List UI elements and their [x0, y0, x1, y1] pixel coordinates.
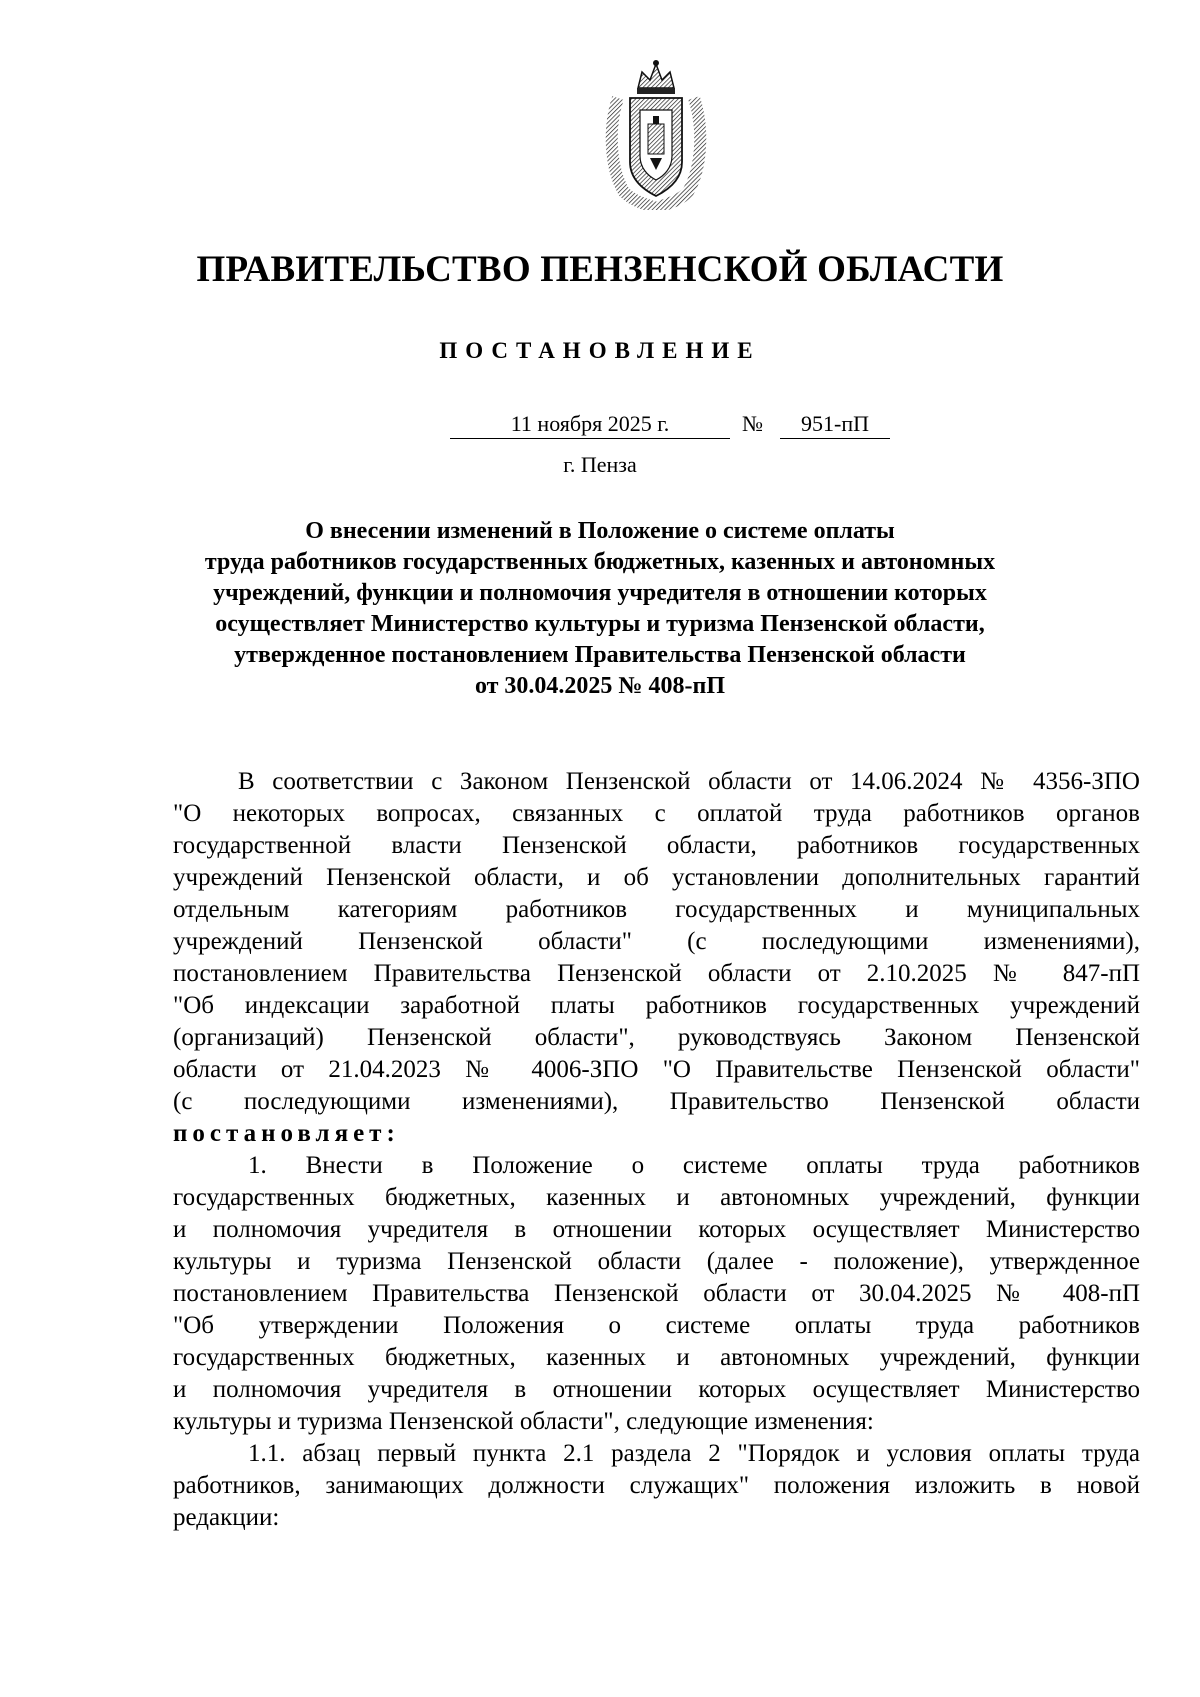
subject-line: осуществляет Министерство культуры и туризма Пензенской области,: [215, 611, 985, 637]
item1-line: культуры и туризма Пензенской области (далее - положение), утвержденное: [173, 1248, 1140, 1275]
item1-1-line: работников, занимающих должности служащих" положения изложить в новой: [173, 1472, 1140, 1499]
item1-line: государственных бюджетных, казенных и автономных учреждений, функции: [173, 1344, 1140, 1371]
preamble-line: учреждений Пензенской области" (с последующими изменениями),: [173, 928, 1140, 955]
subject-line: О внесении изменений в Положение о системе оплаты: [305, 518, 895, 544]
preamble-line: "О некоторых вопросах, связанных с оплатой труда работников органов: [173, 800, 1140, 827]
subject-line: утвержденное постановлением Правительства Пензенской области: [234, 642, 966, 668]
document-body: [173, 766, 1140, 1534]
document-date: 11 ноября 2025 г.: [450, 410, 730, 439]
preamble-line: "Об индексации заработной платы работников государственных учреждений: [173, 992, 1140, 1019]
government-title: ПРАВИТЕЛЬСТВО ПЕНЗЕНСКОЙ ОБЛАСТИ: [196, 249, 1004, 290]
item1-1-line: редакции:: [173, 1504, 280, 1531]
preamble-line: (с последующими изменениями), Правительство Пензенской области: [173, 1088, 1140, 1115]
subject-line: учреждений, функции и полномочия учредителя в отношении которых: [213, 580, 987, 606]
item1-line: постановлением Правительства Пензенской области от 30.04.2025 № 408-пП: [173, 1280, 1140, 1307]
item1-line: "Об утверждении Положения о системе оплаты труда работников: [173, 1312, 1140, 1339]
preamble-line: постановлением Правительства Пензенской области от 2.10.2025 № 847-пП: [173, 960, 1140, 987]
item1-line: культуры и туризма Пензенской области", следующие изменения:: [173, 1408, 874, 1435]
document-city: г. Пенза: [563, 452, 637, 477]
document-type: ПОСТАНОВЛЕНИЕ: [439, 338, 761, 363]
item1-line: 1. Внести в Положение о системе оплаты труда работников: [248, 1152, 1140, 1179]
item1-line: и полномочия учредителя в отношении которых осуществляет Министерство: [173, 1376, 1140, 1403]
subject-line: труда работников государственных бюджетных, казенных и автономных: [204, 549, 996, 575]
preamble-line: учреждений Пензенской области, и об установлении дополнительных гарантий: [173, 864, 1140, 891]
item1-1-line: 1.1. абзац первый пункта 2.1 раздела 2 "Порядок и условия оплаты труда: [248, 1440, 1140, 1467]
document-subject: [140, 516, 1060, 702]
resolves-word: постановляет:: [173, 1120, 400, 1147]
preamble-line: (организаций) Пензенской области", руководствуясь Законом Пензенской: [173, 1024, 1140, 1051]
preamble-line: государственной власти Пензенской области, работников государственных: [173, 832, 1140, 859]
number-sign: №: [742, 411, 763, 436]
preamble-line: области от 21.04.2023 № 4006-ЗПО "О Правительстве Пензенской области": [173, 1056, 1140, 1083]
preamble-line: отдельным категориям работников государственных и муниципальных: [173, 896, 1140, 923]
subject-line: от 30.04.2025 № 408-пП: [474, 673, 726, 699]
document-number: 951-пП: [780, 410, 890, 439]
preamble-line: В соответствии с Законом Пензенской области от 14.06.2024 № 4356-ЗПО: [238, 768, 1140, 795]
coat-of-arms-icon: [604, 58, 708, 210]
item1-line: и полномочия учредителя в отношении которых осуществляет Министерство: [173, 1216, 1140, 1243]
date-number-row: [450, 410, 890, 440]
item1-line: государственных бюджетных, казенных и автономных учреждений, функции: [173, 1184, 1140, 1211]
